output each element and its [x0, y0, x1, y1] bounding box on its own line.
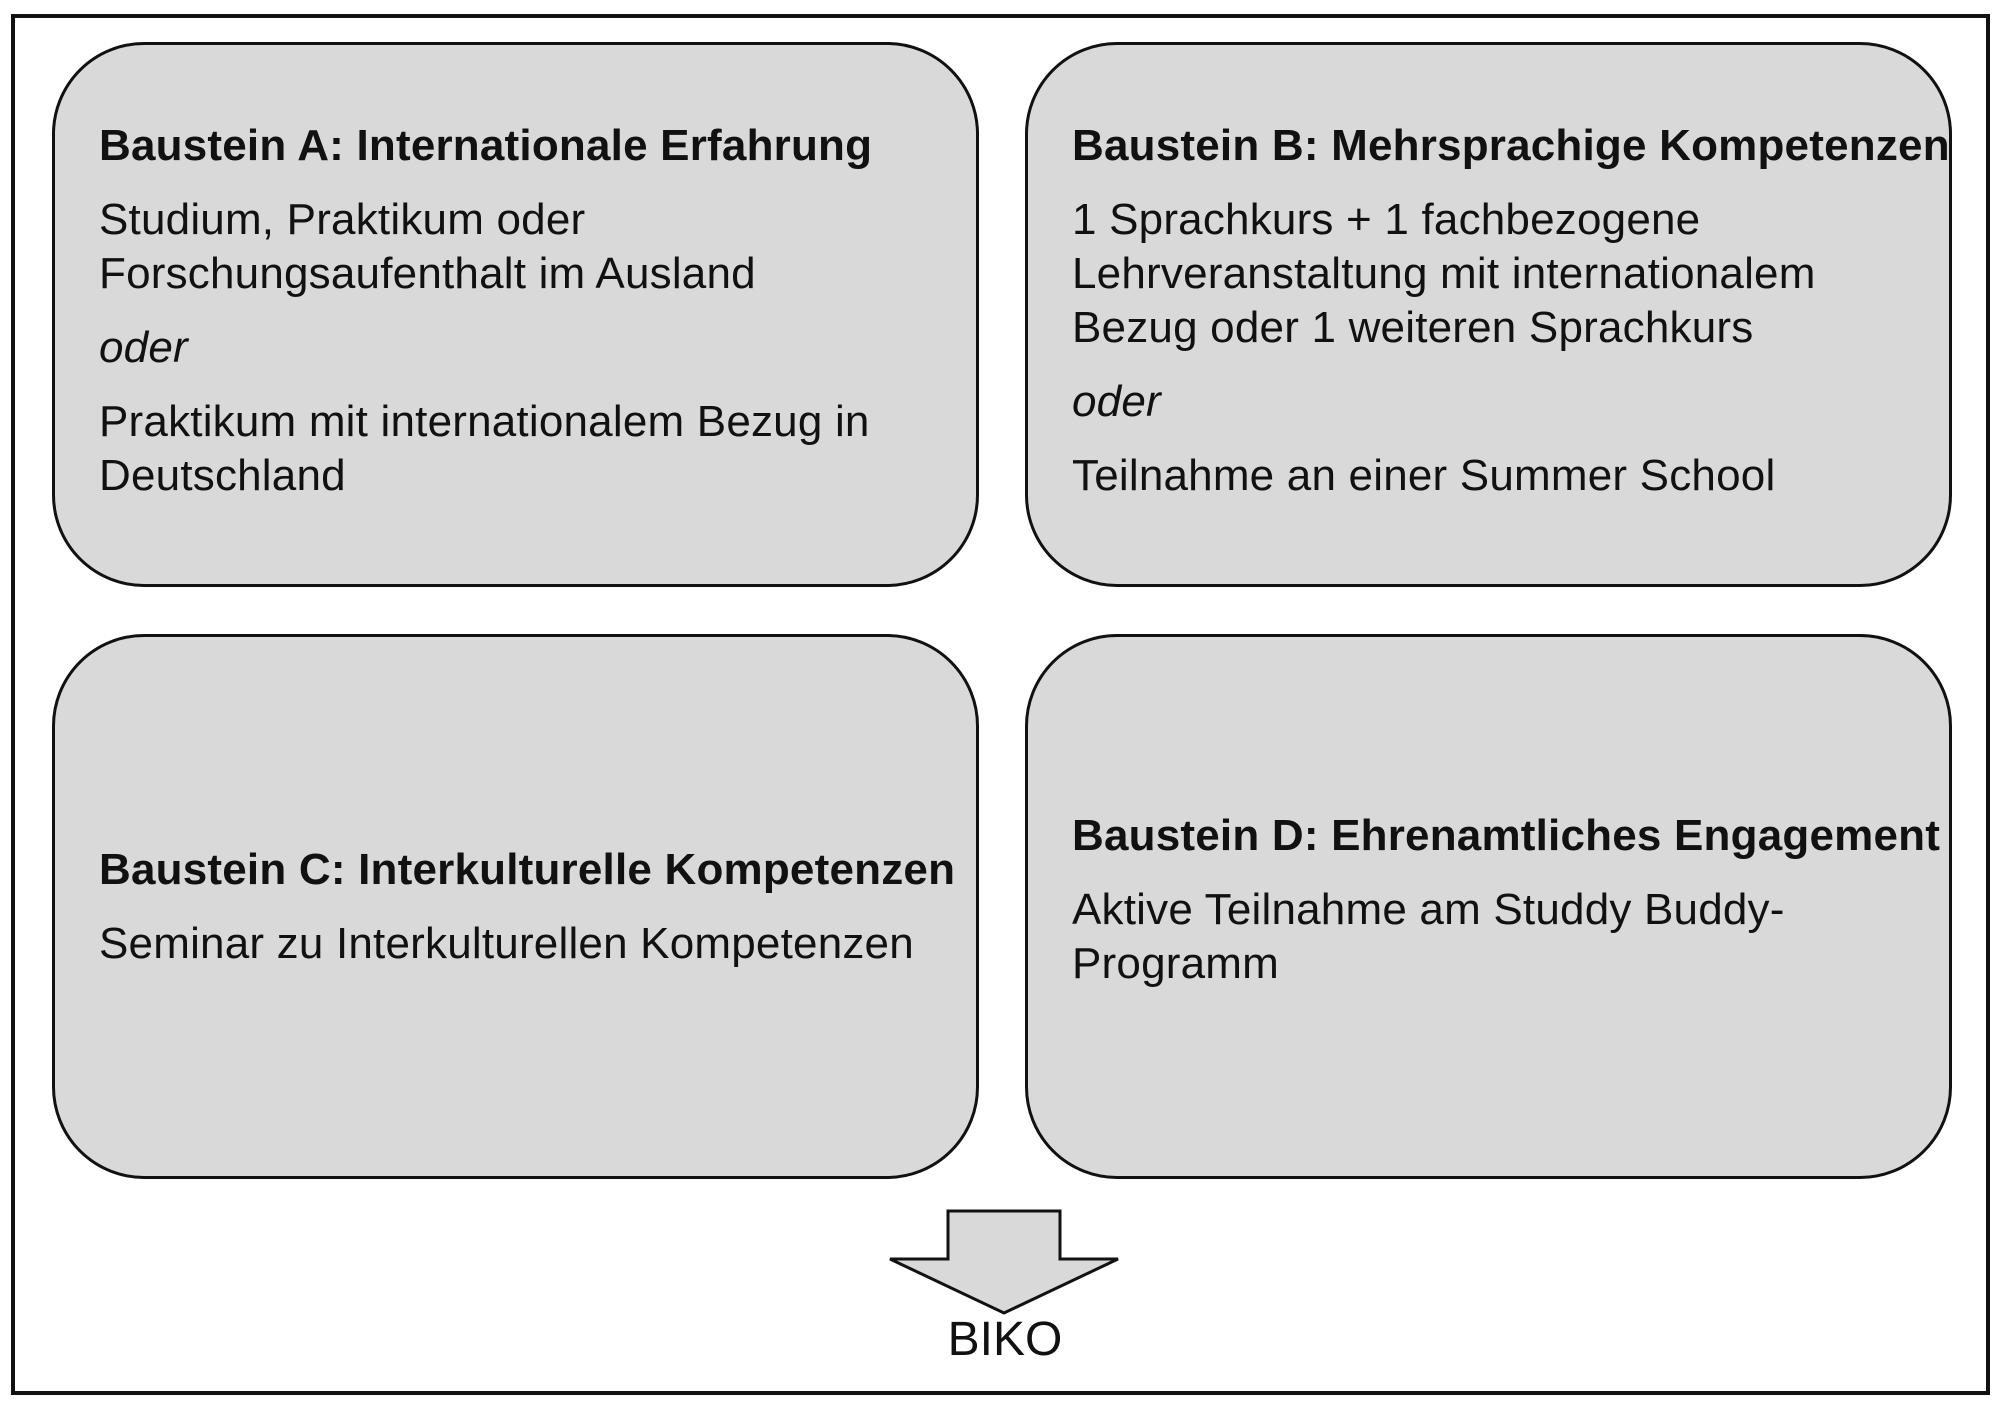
module-a-title: Baustein A: Internationale Erfahrung [99, 121, 873, 170]
module-b-option-1 [1072, 193, 1919, 355]
module-a-option-2 [99, 395, 946, 503]
module-d-title: Baustein D: Ehrenamtliches Engagement [1072, 811, 1941, 860]
module-b-box [1025, 42, 1952, 587]
module-b-option-1-line: Lehrveranstaltung mit internationalem [1072, 249, 1816, 298]
module-c-box [52, 634, 979, 1179]
module-b-title: Baustein B: Mehrsprachige Kompetenzen [1072, 121, 1950, 170]
module-d-content [1072, 809, 1941, 1011]
module-c-content [99, 843, 956, 991]
module-a-option-1 [99, 193, 946, 301]
module-a-option-1-line: Studium, Praktikum oder [99, 195, 586, 244]
module-d-description-line: Aktive Teilnahme am Studdy Buddy- [1072, 885, 1785, 934]
module-a-option-1-line: Forschungsaufenthalt im Ausland [99, 249, 756, 298]
module-b-option-1-line: 1 Sprachkurs + 1 fachbezogene [1072, 195, 1701, 244]
module-a-box [52, 42, 979, 587]
module-b-option-1-line: Bezug oder 1 weiteren Sprachkurs [1072, 303, 1754, 352]
module-c-description-line: Seminar zu Interkulturellen Kompetenzen [99, 919, 914, 968]
module-a-separator: oder [99, 323, 188, 372]
module-d-box [1025, 634, 1952, 1179]
module-c-title: Baustein C: Interkulturelle Kompetenzen [99, 845, 956, 894]
module-b-option-2-line: Teilnahme an einer Summer School [1072, 451, 1776, 500]
module-a-option-2-line: Deutschland [99, 451, 346, 500]
result-label: BIKO [947, 1313, 1063, 1366]
down-arrow-icon [886, 1209, 1122, 1317]
module-a-content [99, 119, 946, 523]
module-b-separator: oder [1072, 377, 1161, 426]
module-b-option-2 [1072, 449, 1919, 503]
module-c-description [99, 917, 946, 971]
module-d-description-line: Programm [1072, 939, 1279, 988]
module-b-content [1072, 119, 1950, 523]
module-d-description [1072, 883, 1919, 991]
module-a-option-2-line: Praktikum mit internationalem Bezug in [99, 397, 870, 446]
